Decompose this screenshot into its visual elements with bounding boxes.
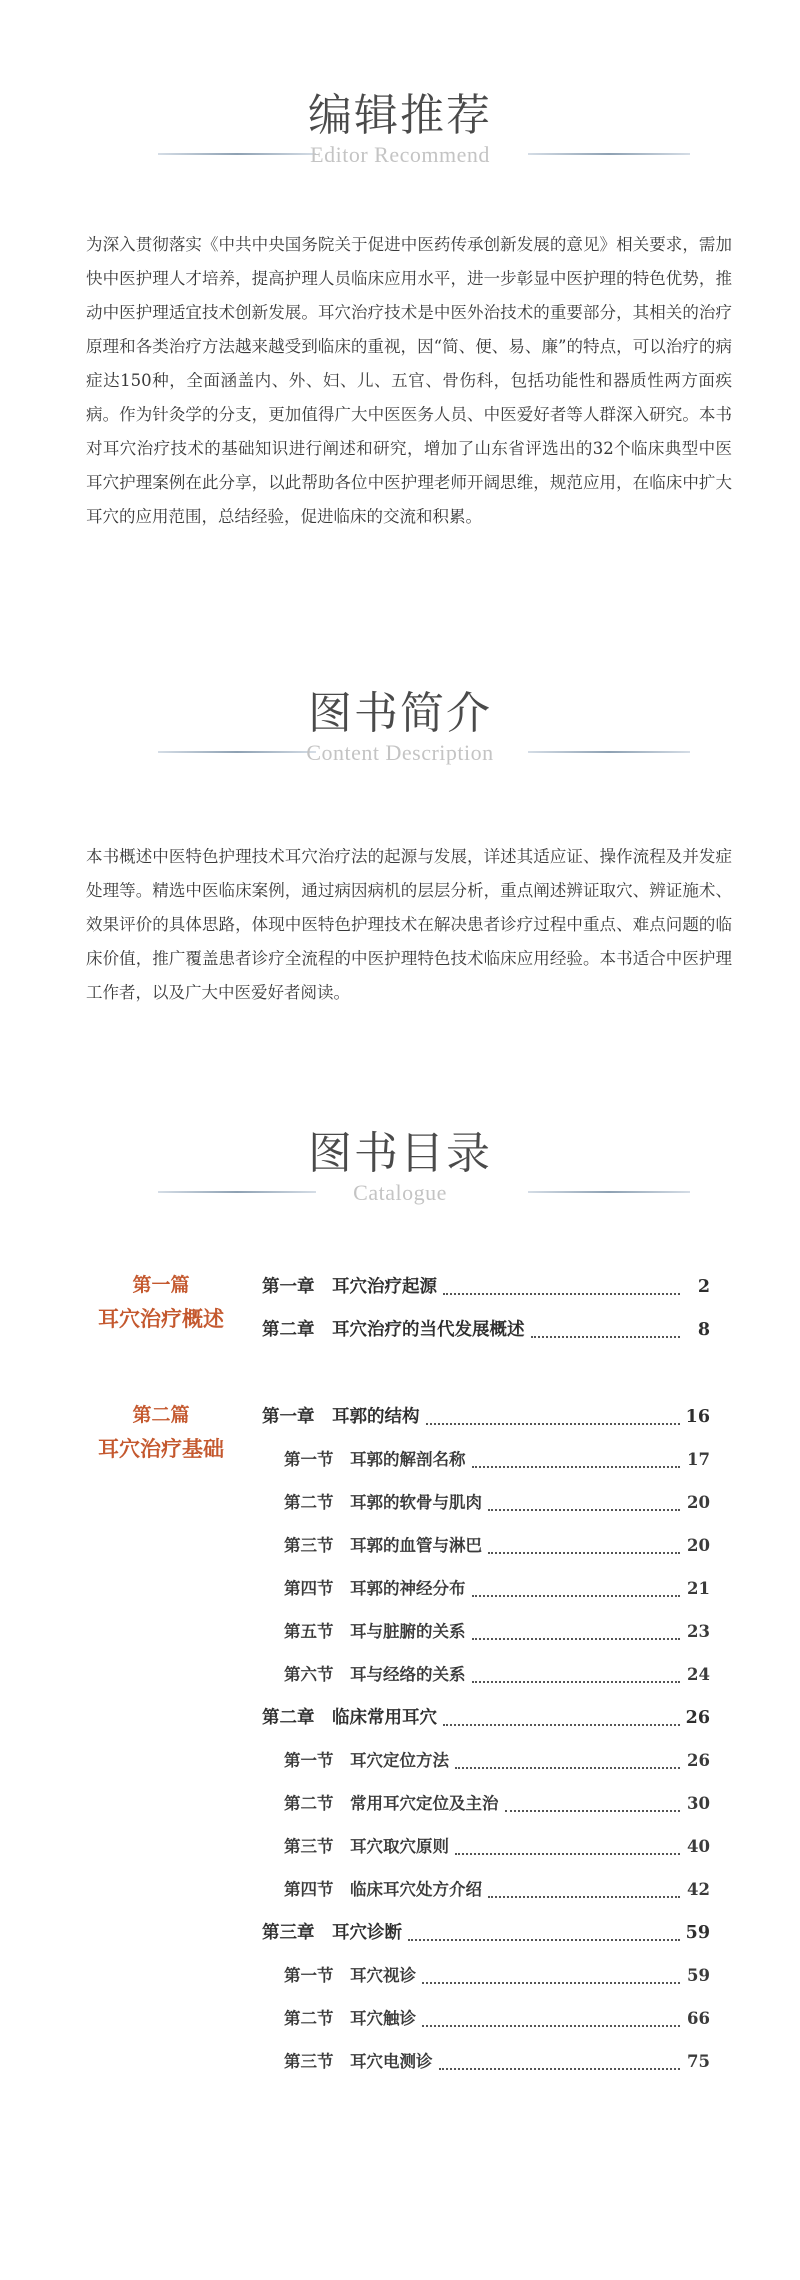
toc-chapter-entry [262,1315,710,1345]
toc-page-number: 20 [687,1493,710,1512]
part-name: 耳穴治疗概述 [98,1306,224,1331]
toc-section-entry [284,1746,710,1776]
toc-entry-title: 第一节 耳郭的解剖名称 [284,1450,466,1469]
toc-dot-leader [422,2025,680,2027]
toc-section-entry [284,1875,710,1905]
part-two-label [86,1400,236,1463]
part-name: 耳穴治疗基础 [98,1436,224,1461]
toc-dot-leader [488,1552,680,1554]
toc-page-number: 75 [687,2052,710,2071]
toc-entry-title: 第三节 耳穴取穴原则 [284,1837,449,1856]
catalogue-title: 图书目录 [308,1128,492,1179]
toc-page-number: 59 [685,1923,710,1943]
content-description-subtitle: Content Description [306,740,494,765]
toc-chapter-entry [262,1402,710,1432]
toc-chapter-entry [262,1918,710,1948]
editor-recommend-subtitle: Editor Recommend [310,142,490,167]
toc-section-entry [284,2004,710,2034]
toc-dot-leader [472,1681,681,1683]
toc-section-entry [284,1488,710,1518]
toc-entry-title: 第五节 耳与脏腑的关系 [284,1622,466,1641]
editor-recommend-header [0,92,800,172]
toc-section-entry [284,1660,710,1690]
toc-dot-leader [531,1336,681,1338]
toc-page-number: 24 [687,1665,710,1684]
toc-dot-leader [472,1466,681,1468]
toc-dot-leader [472,1595,681,1597]
catalogue-subtitle: Catalogue [353,1180,447,1205]
toc-section-entry [284,1445,710,1475]
toc-entry-title: 第一章 耳穴治疗起源 [262,1277,437,1297]
toc-page-number: 8 [697,1320,710,1340]
toc-entry-title: 第二章 耳穴治疗的当代发展概述 [262,1320,525,1340]
toc-page-number: 26 [685,1708,710,1728]
toc-dot-leader [408,1939,680,1941]
toc-page-number: 26 [687,1751,710,1770]
toc-chapter-entry [262,1703,710,1733]
part-one-label [86,1270,236,1333]
content-description-header [0,690,800,770]
toc-entry-title: 第三节 耳郭的血管与淋巴 [284,1536,482,1555]
toc-entry-title: 第二节 常用耳穴定位及主治 [284,1794,499,1813]
toc-chapter-entry [262,1272,710,1302]
toc-dot-leader [426,1423,680,1425]
toc-section-entry [284,1789,710,1819]
toc-entry-title: 第二章 临床常用耳穴 [262,1708,437,1728]
editor-recommend-body: 为深入贯彻落实《中共中央国务院关于促进中医药传承创新发展的意见》相关要求，需加快中医护理人才培养，提高护理人员临床应用水平，进一步彰显中医护理的特色优势，推动中医护理适宜技术创新发展。耳穴治疗技术是中医外治技术的重要部分，其相关的治疗原理和各类治疗方法越来越受到临床的重视，因“简、便、易、廉”的特点，可以治疗的病症达150种，全面涵盖内、外、妇、儿、五官、骨伤科，包括功能性和器质性两方面疾病。作为针灸学的分支，更加值得广大中医医务人员、中医爱好者等人群深入研究。本书对耳穴治疗技术的基础知识进行阐述和研究，增加了山东省评选出的32个临床典型中医耳穴护理案例在此分享，以此帮助各位中医护理老师开阔思维，规范应用，在临床中扩大耳穴的应用范围，总结经验，促进临床的交流和积累。 [86,235,732,526]
toc-entry-title: 第四节 临床耳穴处方介绍 [284,1880,482,1899]
toc-entry-title: 第二节 耳郭的软骨与肌肉 [284,1493,482,1512]
toc-page-number: 17 [687,1450,710,1469]
toc-entry-title: 第二节 耳穴触诊 [284,2009,416,2028]
content-description-body: 本书概述中医特色护理技术耳穴治疗法的起源与发展，详述其适应证、操作流程及并发症处理等。精选中医临床案例，通过病因病机的层层分析，重点阐述辨证取穴、辨证施术、效果评价的具体思路，体现中医特色护理技术在解决患者诊疗过程中重点、难点问题的临床价值，推广覆盖患者诊疗全流程的中医护理特色技术临床应用经验。本书适合中医护理工作者，以及广大中医爱好者阅读。 [86,847,732,1002]
part-number: 第一篇 [132,1274,190,1296]
toc-dot-leader [439,2068,681,2070]
toc-dot-leader [443,1724,680,1726]
toc-section-entry [284,1617,710,1647]
catalogue-header [0,1130,800,1210]
toc-entry-title: 第三节 耳穴电测诊 [284,2052,433,2071]
toc-section-entry [284,1961,710,1991]
part-number: 第二篇 [132,1404,190,1426]
toc-dot-leader [488,1896,680,1898]
content-description-title: 图书简介 [308,688,492,739]
toc-dot-leader [422,1982,680,1984]
toc-section-entry [284,2047,710,2077]
toc-page-number: 42 [687,1880,710,1899]
editor-recommend-title: 编辑推荐 [308,90,492,141]
toc-entry-title: 第六节 耳与经络的关系 [284,1665,466,1684]
toc-section-entry [284,1531,710,1561]
toc-dot-leader [505,1810,681,1812]
toc-page-number: 40 [687,1837,710,1856]
toc-page-number: 66 [687,2009,710,2028]
toc-dot-leader [443,1293,680,1295]
toc-page-number: 59 [687,1966,710,1985]
toc-page-number: 20 [687,1536,710,1555]
toc-section-entry [284,1832,710,1862]
toc-entry-title: 第一节 耳穴定位方法 [284,1751,449,1770]
toc-entry-title: 第四节 耳郭的神经分布 [284,1579,466,1598]
toc-page-number: 16 [685,1407,710,1427]
toc-page-number: 23 [687,1622,710,1641]
toc-dot-leader [455,1767,680,1769]
toc-page-number: 2 [697,1277,710,1297]
toc-entry-title: 第一节 耳穴视诊 [284,1966,416,1985]
toc-entry-title: 第三章 耳穴诊断 [262,1923,402,1943]
toc-dot-leader [488,1509,680,1511]
toc-page-number: 30 [687,1794,710,1813]
toc-entry-title: 第一章 耳郭的结构 [262,1407,420,1427]
toc-section-entry [284,1574,710,1604]
toc-dot-leader [472,1638,681,1640]
toc-page-number: 21 [687,1579,710,1598]
toc-dot-leader [455,1853,680,1855]
